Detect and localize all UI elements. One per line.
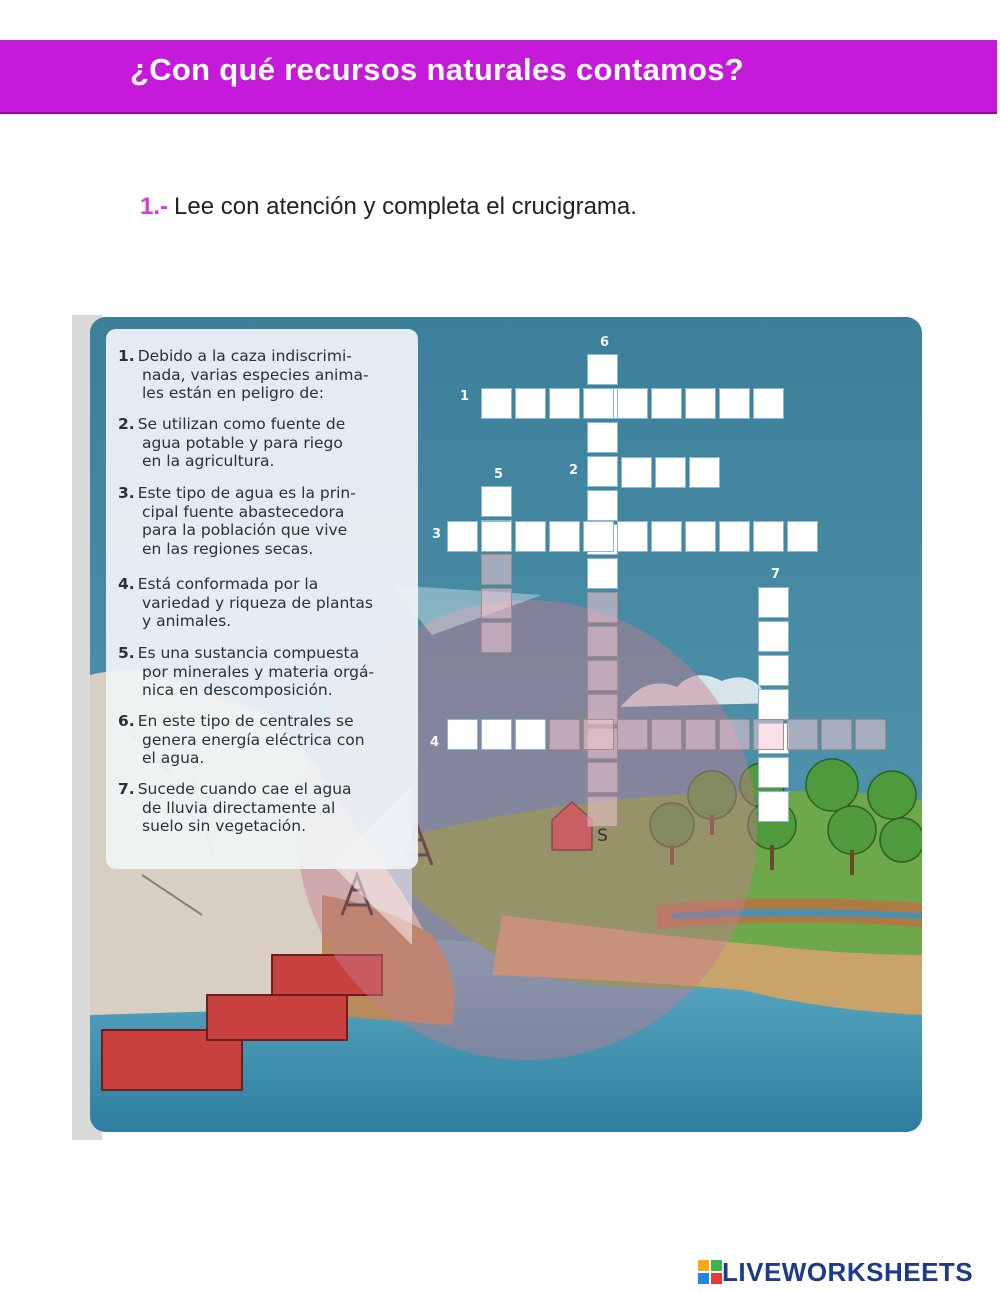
crossword-cell-7[interactable]: [758, 791, 789, 822]
logo-text: LIVEWORKSHEETS: [722, 1256, 974, 1287]
clue-number: 2.: [118, 415, 135, 433]
liveworksheets-logo: [698, 1255, 973, 1289]
clue-line: el agua.: [142, 749, 205, 767]
crossword-number-3: 3: [432, 527, 442, 542]
crossword-cell-6[interactable]: [587, 422, 618, 453]
clue-line: Debido a la caza indiscrimi-: [137, 347, 352, 365]
clue-line: variedad y riqueza de plantas: [142, 593, 373, 612]
crossword-cell-1[interactable]: [515, 388, 546, 419]
crossword-cell-7[interactable]: [758, 689, 789, 720]
crossword-cell-5[interactable]: [481, 622, 512, 653]
logo-icon: [698, 1260, 722, 1284]
clue-line: nada, varias especies anima-: [142, 365, 369, 384]
crossword-cell-1[interactable]: [481, 388, 512, 419]
crossword-cell-5[interactable]: [481, 554, 512, 585]
clue-line: genera energía eléctrica con: [142, 730, 365, 749]
crossword-cell-7[interactable]: [758, 621, 789, 652]
clue-line: de lluvia directamente al: [142, 798, 336, 817]
clue-3: [118, 484, 410, 558]
clue-number: 6.: [118, 712, 135, 730]
crossword-cell-4[interactable]: [719, 719, 750, 750]
crossword-cell-1[interactable]: [685, 388, 716, 419]
crossword-cell-4[interactable]: [515, 719, 546, 750]
clue-line: por minerales y materia orgá-: [142, 662, 375, 681]
crossword-cell-3[interactable]: [481, 521, 512, 552]
crossword-cell-5[interactable]: [481, 486, 512, 517]
clue-line: agua potable y para riego: [142, 433, 343, 452]
crossword-cell-3[interactable]: [447, 521, 478, 552]
crossword-number-5: 5: [494, 467, 504, 482]
clue-number: 7.: [118, 780, 135, 798]
crossword-cell-6[interactable]: [587, 456, 618, 487]
given-letter: S: [597, 826, 608, 846]
crossword-cell-2[interactable]: [689, 457, 720, 488]
crossword-number-6: 6: [600, 335, 610, 350]
crossword-cell-3[interactable]: [753, 521, 784, 552]
crossword-cell-4[interactable]: [685, 719, 716, 750]
crossword-number-4: 4: [430, 735, 440, 750]
crossword-cell-4[interactable]: [753, 719, 784, 750]
crossword-cell-3[interactable]: [787, 521, 818, 552]
crossword-cell-7[interactable]: [758, 655, 789, 686]
instruction-text: Lee con atención y completa el crucigrama.: [174, 193, 637, 220]
crossword-cell-3[interactable]: [719, 521, 750, 552]
crossword-cell-1[interactable]: [651, 388, 682, 419]
crossword-cell-6[interactable]: [587, 592, 618, 623]
crossword-cell-1[interactable]: [753, 388, 784, 419]
crossword-cell-2[interactable]: [655, 457, 686, 488]
crossword-cell-5[interactable]: [481, 588, 512, 619]
clue-line: Es una sustancia compuesta: [137, 644, 360, 662]
crossword-cell-3[interactable]: [685, 521, 716, 552]
crossword-cell-3[interactable]: [515, 521, 546, 552]
crossword-cell-4[interactable]: [617, 719, 648, 750]
instruction-number: 1.-: [140, 193, 169, 220]
clue-line: Este tipo de agua es la prin-: [137, 484, 356, 502]
crossword-cell-6[interactable]: [587, 762, 618, 793]
crossword-cell-6[interactable]: [587, 660, 618, 691]
clue-2: [118, 415, 410, 471]
crossword-cell-1[interactable]: [617, 388, 648, 419]
crossword-cell-1[interactable]: [583, 388, 614, 419]
crossword-cell-4[interactable]: [549, 719, 580, 750]
crossword-cell-6[interactable]: [587, 354, 618, 385]
clue-line: en las regiones secas.: [142, 539, 314, 558]
clue-line: Está conformada por la: [137, 575, 319, 593]
crossword-number-1: 1: [460, 389, 470, 404]
crossword-cell-6[interactable]: [587, 558, 618, 589]
clue-line: En este tipo de centrales se: [137, 712, 354, 730]
crossword-cell-4[interactable]: [583, 719, 614, 750]
crossword-cell-4[interactable]: [447, 719, 478, 750]
crossword-cell-4[interactable]: [821, 719, 852, 750]
clue-line: Sucede cuando cae el agua: [137, 780, 352, 798]
clue-line: en la agricultura.: [142, 452, 275, 470]
clue-6: [118, 712, 410, 768]
crossword-number-7: 7: [771, 567, 781, 582]
clue-line: y animales.: [142, 612, 232, 630]
clue-5: [118, 644, 410, 700]
title-banner: [0, 40, 997, 114]
crossword-cell-3[interactable]: [549, 521, 580, 552]
page-title: ¿Con qué recursos naturales contamos?: [130, 52, 745, 87]
clue-line: cipal fuente abastecedora: [142, 502, 345, 521]
crossword-cell-1[interactable]: [549, 388, 580, 419]
clue-number: 5.: [118, 644, 135, 662]
crossword-cell-3[interactable]: [583, 521, 614, 552]
crossword-number-2: 2: [569, 463, 579, 478]
clue-number: 3.: [118, 484, 135, 502]
instruction: [140, 193, 637, 221]
crossword-cell-4[interactable]: [651, 719, 682, 750]
clue-4: [118, 575, 410, 631]
clue-line: nica en descomposición.: [142, 681, 333, 699]
clue-number: 4.: [118, 575, 135, 593]
clue-number: 1.: [118, 347, 135, 365]
clue-1: [118, 347, 410, 403]
crossword-cell-2[interactable]: [621, 457, 652, 488]
crossword-cell-6[interactable]: [587, 490, 618, 521]
clue-line: Se utilizan como fuente de: [137, 415, 346, 433]
clue-line: suelo sin vegetación.: [142, 817, 307, 835]
crossword-cell-6[interactable]: [587, 626, 618, 657]
crossword-cell-3[interactable]: [617, 521, 648, 552]
clue-line: para la población que vive: [142, 521, 348, 539]
crossword-cell-4[interactable]: [787, 719, 818, 750]
crossword-cell-4[interactable]: [855, 719, 886, 750]
crossword-cell-1[interactable]: [719, 388, 750, 419]
clue-line: les están en peligro de:: [142, 384, 324, 402]
clue-7: [118, 780, 410, 836]
crossword-cell-4[interactable]: [481, 719, 512, 750]
crossword-cell-7[interactable]: [758, 757, 789, 788]
crossword-cell-3[interactable]: [651, 521, 682, 552]
crossword-cell-7[interactable]: [758, 587, 789, 618]
